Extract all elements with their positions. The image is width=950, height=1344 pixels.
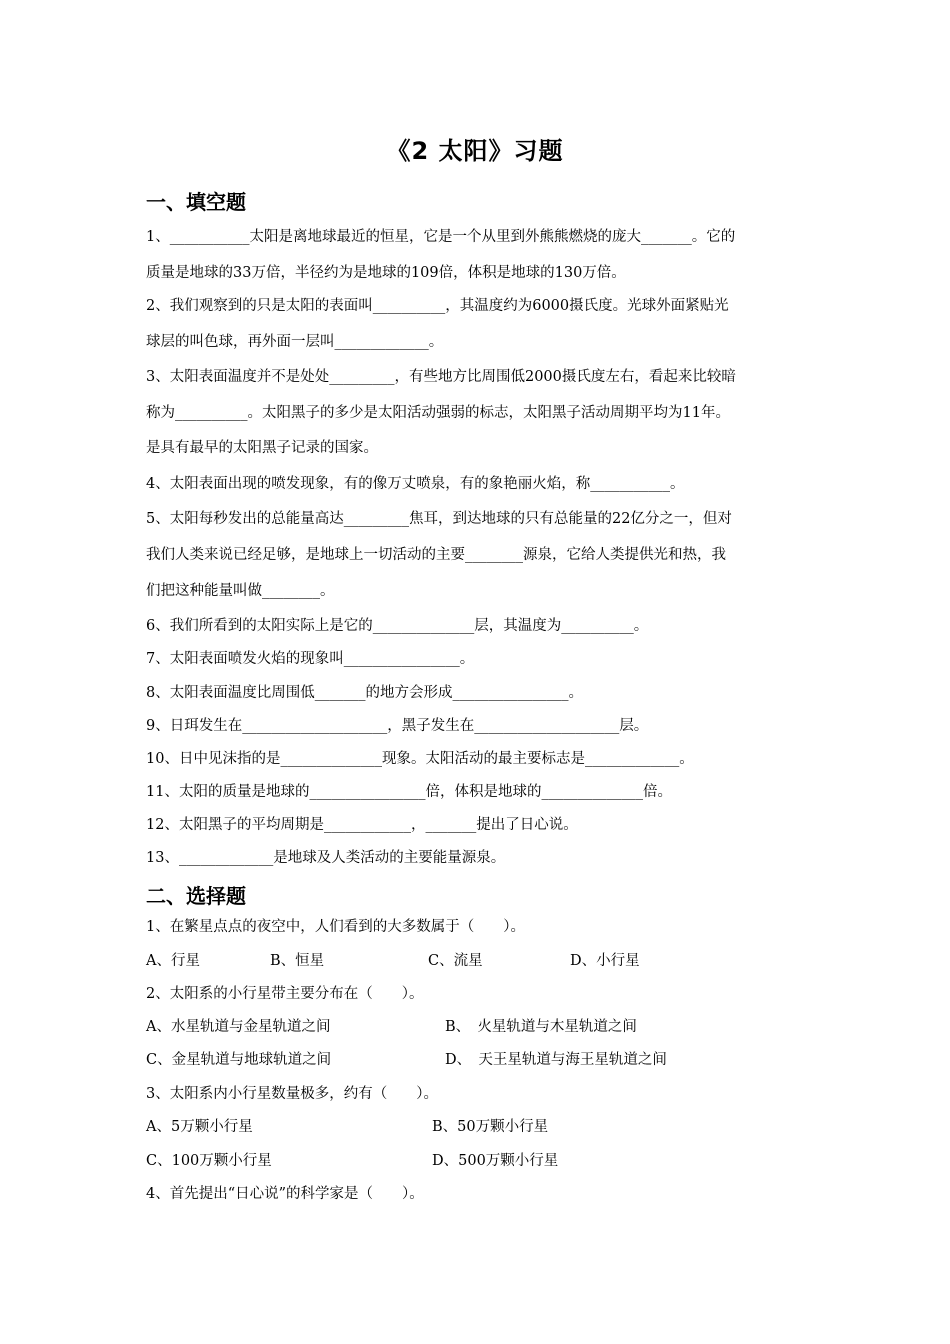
choice-3-option-b: B、50万颗小行星 <box>432 1119 549 1135</box>
section-heading-fill-in: 一、填空题 <box>146 190 246 214</box>
fill-line-17: 11、太阳的质量是地球的________________倍，体积是地球的______________倍。 <box>146 784 672 800</box>
choice-question-4: 4、首先提出“日心说”的科学家是（ ）。 <box>146 1186 424 1202</box>
choice-3-option-c: C、100万颗小行星 <box>146 1153 272 1169</box>
choice-2-option-d: D、 天王星轨道与海王星轨道之间 <box>445 1052 667 1068</box>
fill-line-3: 2、我们观察到的只是太阳的表面叫__________，其温度约为6000摄氏度。光球外面紧贴光 <box>146 298 729 314</box>
fill-line-10: 我们人类来说已经足够，是地球上一切活动的主要________源泉，它给人类提供光和热，我 <box>146 547 726 563</box>
fill-line-9: 5、太阳每秒发出的总能量高达_________焦耳，到达地球的只有总能量的22亿分之一，但对 <box>146 511 732 527</box>
choice-question-2: 2、太阳系的小行星带主要分布在（ ）。 <box>146 986 424 1002</box>
fill-line-1: 1、___________太阳是离地球最近的恒星，它是一个从里到外熊熊燃烧的庞大_______。它的 <box>146 229 736 245</box>
choice-question-1: 1、在繁星点点的夜空中，人们看到的大多数属于（ ）。 <box>146 919 525 935</box>
fill-line-11: 们把这种能量叫做________。 <box>146 583 335 599</box>
fill-line-18: 12、太阳黑子的平均周期是____________，_______提出了日心说。 <box>146 817 578 833</box>
choice-1-option-b: B、恒星 <box>270 953 325 969</box>
fill-line-2: 质量是地球的33万倍，半径约为是地球的109倍，体积是地球的130万倍。 <box>146 265 626 281</box>
fill-line-6: 称为__________。太阳黑子的多少是太阳活动强弱的标志，太阳黑子活动周期平均为11年。 <box>146 405 730 421</box>
choice-2-option-c: C、金星轨道与地球轨道之间 <box>146 1052 332 1068</box>
choice-1-option-c: C、流星 <box>428 953 483 969</box>
fill-line-14: 8、太阳表面温度比周围低_______的地方会形成________________。 <box>146 685 583 701</box>
choice-3-option-d: D、500万颗小行星 <box>432 1153 559 1169</box>
choice-1-option-d: D、小行星 <box>570 953 640 969</box>
fill-line-16: 10、日中见沫指的是______________现象。太阳活动的最主要标志是_____________。 <box>146 751 694 767</box>
choice-2-option-b: B、 火星轨道与木星轨道之间 <box>445 1019 637 1035</box>
fill-line-12: 6、我们所看到的太阳实际上是它的______________层，其温度为__________。 <box>146 618 649 634</box>
document-title: 《2 太阳》习题 <box>386 137 564 165</box>
fill-line-8: 4、太阳表面出现的喷发现象，有的像万丈喷泉，有的象艳丽火焰，称___________。 <box>146 476 685 492</box>
fill-line-5: 3、太阳表面温度并不是处处_________，有些地方比周围低2000摄氏度左右，看起来比较暗 <box>146 369 736 385</box>
fill-line-4: 球层的叫色球，再外面一层叫_____________。 <box>146 334 444 350</box>
choice-3-option-a: A、5万颗小行星 <box>146 1119 253 1135</box>
fill-line-15: 9、日珥发生在____________________，黑子发生在____________________层。 <box>146 718 649 734</box>
fill-line-13: 7、太阳表面喷发火焰的现象叫________________。 <box>146 651 475 667</box>
choice-2-option-a: A、水星轨道与金星轨道之间 <box>146 1019 331 1035</box>
fill-line-19: 13、_____________是地球及人类活动的主要能量源泉。 <box>146 850 506 866</box>
choice-1-option-a: A、行星 <box>146 953 200 969</box>
fill-line-7: 是具有最早的太阳黑子记录的国家。 <box>146 440 378 456</box>
choice-question-3: 3、太阳系内小行星数量极多，约有（ ）。 <box>146 1086 438 1102</box>
section-heading-choice: 二、选择题 <box>146 884 246 908</box>
